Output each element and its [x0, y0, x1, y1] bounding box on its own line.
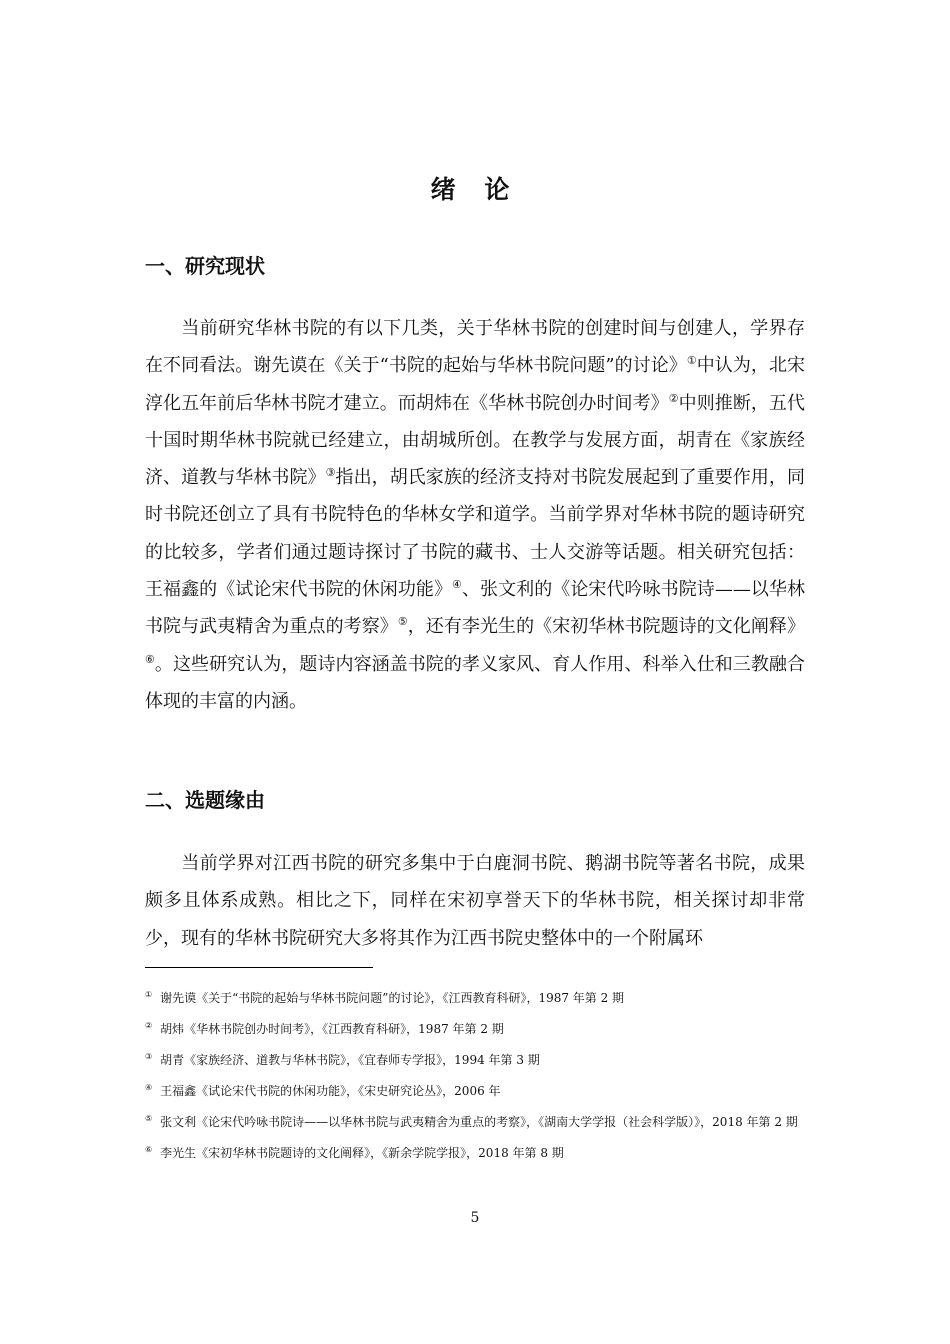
footnote-text: 李光生《宋初华林书院题诗的文化阐释》，《新余学院学报》，2018 年第 8 期: [160, 1146, 564, 1160]
footnote-ref[interactable]: ④: [452, 578, 462, 592]
footnote-text: 王福鑫《试论宋代书院的休闲功能》，《宋史研究论丛》，2006 年: [160, 1084, 501, 1098]
text-run: 中则推断，五代十国时期华林书院就已经建立，由胡城所创。在教学与发展方面，胡青在《家族经济、道教与华林书院》: [145, 392, 805, 489]
footnote-mark: ⑥: [145, 1145, 153, 1154]
footnote-text: 张文利《论宋代吟咏书院诗——以华林书院与武夷精舍为重点的考察》，《湖南大学学报（社会科学版）》，2018 年第 2 期: [160, 1115, 798, 1129]
footnote-text: 谢先谟《关于“书院的起始与华林书院问题”的讨论》，《江西教育科研》，1987 年第 2 期: [160, 991, 625, 1005]
footnote-text: 胡青《家族经济、道教与华林书院》，《宜春师专学报》，1994 年第 3 期: [160, 1053, 540, 1067]
footnote-ref[interactable]: ⑥: [145, 652, 155, 666]
footnote-mark: ③: [145, 1052, 153, 1061]
footnote-item: [145, 1014, 805, 1045]
page-number: 5: [470, 1210, 480, 1226]
page-title: 绪 论: [430, 175, 520, 204]
paragraph-research-status: [145, 310, 805, 720]
footnote-separator: [145, 967, 373, 968]
footnote-mark: ⑤: [145, 1114, 153, 1123]
footnote-item: [145, 1138, 805, 1169]
footnote-ref[interactable]: ②: [668, 391, 679, 405]
footnote-mark: ①: [145, 990, 153, 999]
text-run: 中认为，北宋淳化五年前后华林书院才建立。而胡炜在《华林书院创办时间考》: [145, 355, 805, 414]
footnote-ref[interactable]: ③: [325, 466, 336, 480]
footnote-item: [145, 983, 805, 1014]
section-heading-topic-reason: 二、选题缘由: [145, 788, 265, 812]
footnote-ref[interactable]: ①: [686, 354, 697, 368]
text-run: 指出，胡氏家族的经济支持对书院发展起到了重要作用，同时书院还创立了具有书院特色的华林女学和道学。当前学界对华林书院的题诗研究的比较多，学者们通过题诗探讨了书院的藏书、士人交游等话题。相关研究包括：王福鑫的《试论宋代书院的休闲功能》: [145, 467, 805, 601]
section-heading-research-status: 一、研究现状: [145, 254, 265, 278]
footnote-list: [145, 983, 805, 1169]
footnote-item: [145, 1107, 805, 1138]
text-run: 当前学界对江西书院的研究多集中于白鹿洞书院、鹅湖书院等著名书院，成果颇多且体系成熟。相比之下，同样在宋初享誉天下的华林书院，相关探讨却非常少，现有的华林书院研究大多将其作为江西书院史整体中的一个附属环: [145, 853, 805, 949]
paragraph-topic-reason: [145, 845, 805, 957]
text-run: 、张文利的《论宋代吟咏书院诗——以华林书院与武夷精舍为重点的考察》: [145, 579, 805, 638]
footnote-ref[interactable]: ⑤: [397, 615, 408, 629]
text-run: ，还有李光生的《宋初华林书院题诗的文化阐释》: [407, 616, 805, 638]
footnote-item: [145, 1045, 805, 1076]
text-run: 。这些研究认为，题诗内容涵盖书院的孝义家风、育人作用、科举入仕和三教融合体现的丰富的内涵。: [145, 653, 805, 712]
footnote-mark: ②: [145, 1021, 153, 1030]
footnote-mark: ④: [145, 1083, 153, 1092]
text-run: 当前研究华林书院的有以下几类，关于华林书院的创建时间与创建人，学界存在不同看法。谢先谟在《关于“书院的起始与华林书院问题”的讨论》: [145, 318, 805, 377]
footnote-item: [145, 1076, 805, 1107]
footnote-text: 胡炜《华林书院创办时间考》，《江西教育科研》，1987 年第 2 期: [160, 1022, 504, 1036]
